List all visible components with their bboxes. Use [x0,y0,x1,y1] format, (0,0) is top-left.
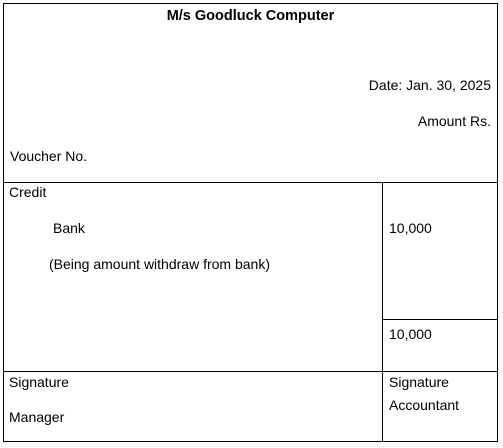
left-role-label: Manager [9,409,65,425]
company-title: M/s Goodluck Computer [166,8,335,24]
right-role-label: Accountant [389,397,460,413]
right-signature-label: Signature [389,374,449,390]
voucher [3,3,498,442]
signature-divider [4,371,498,372]
entry-total: 10,000 [389,326,432,342]
entry-account: Bank [53,220,85,236]
amount-header: Amount Rs. [417,113,491,129]
left-signature-label: Signature [9,374,69,390]
total-divider [382,319,498,320]
column-divider [382,182,383,442]
entry-amount: 10,000 [389,220,432,236]
voucher-number-label: Voucher No. [10,148,88,164]
table-top-divider [4,182,498,183]
voucher-date: Date: Jan. 30, 2025 [368,77,491,93]
entry-type-label: Credit [9,184,47,200]
entry-narration: (Being amount withdraw from bank) [49,256,270,272]
